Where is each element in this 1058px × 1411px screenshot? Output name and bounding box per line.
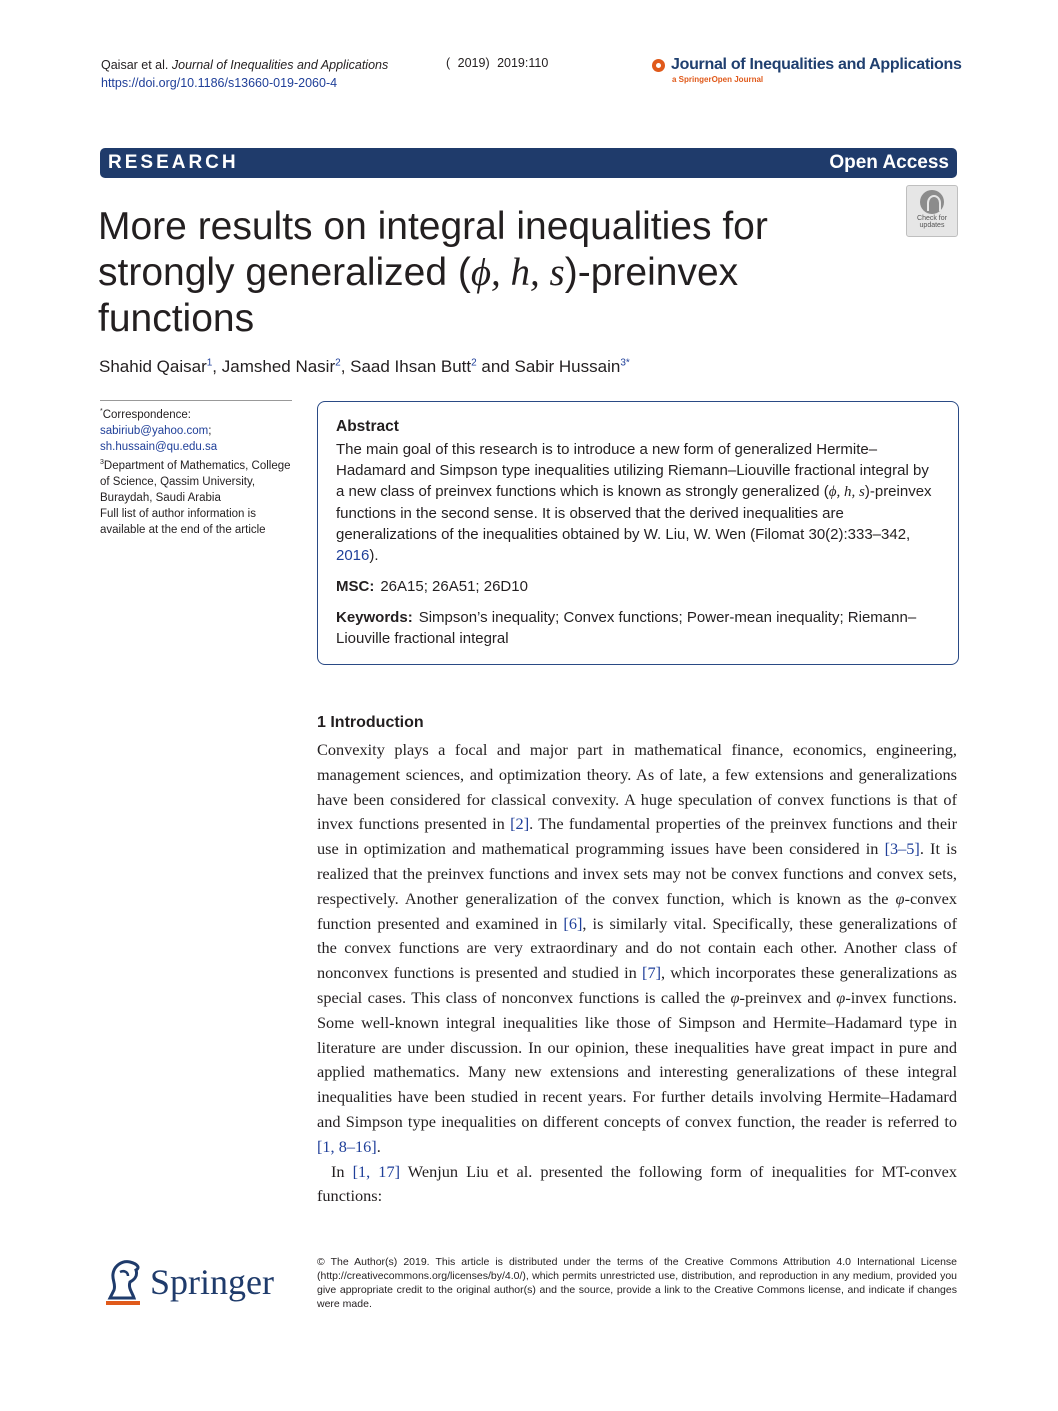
intro-paragraph-2: In [1, 17] Wenjun Liu et al. presented the following form of inequalities for MT-convex functions: <box>317 1161 957 1206</box>
check-updates-line1: Check for <box>917 215 947 222</box>
msc-codes: MSC: 26A15; 26A51; 26D10 <box>336 578 528 595</box>
email-link-2[interactable]: sh.hussain@qu.edu.sa <box>100 440 218 453</box>
springer-wordmark: Springer <box>150 1262 274 1302</box>
journal-logo-icon <box>652 59 665 72</box>
ref-link-3-5[interactable]: [3–5] <box>884 839 920 859</box>
paper-title: More results on integral inequalities for strongly generalized (ϕ, h, s)-preinvex functions <box>98 205 768 340</box>
year-ref-link[interactable]: 2016 <box>336 547 370 564</box>
article-type-label: RESEARCH <box>108 152 239 173</box>
open-access-label: Open Access <box>829 152 949 173</box>
check-for-updates-button[interactable] <box>906 185 958 237</box>
author-list: Shahid Qaisar$^1$, Jamshed Nasir$^2$, Saad Ihsan Butt$^2$ and Sabir Hussain$^{3*}$ <box>99 357 630 376</box>
journal-brand[interactable] <box>652 56 962 84</box>
correspondence-sidebar: *Correspondence: sabiriub@yahoo.com; sh.hussain@qu.edu.sa $^3$Department of Mathematics, College of Science, Qassim University, Buraydah, Saudi Arabia Full list of author information is available at the end of the article <box>100 400 292 538</box>
keywords: Keywords: Simpson’s inequality; Convex functions; Power-mean inequality; Riemann–Liouville fractional integral <box>336 609 917 647</box>
intro-paragraph-1: Convexity plays a focal and major part in mathematical finance, economics, engineering, management sciences, and optimization theory. As of late, a few extensions and generalizations have been considered for classical convexity. A huge speculation of convex functions is that of invex functions presented in [2]. The fundamental properties of the preinvex functions and their use in optimization and mathematical programming issues have been considered in [3–5]. It is realized that the preinvex functions and invex sets may not be convex functions and convex sets, respectively. Another generalization of the convex function, which is known as the φ-convex function presented and examined in [6], is similarly vital. Specifically, these generalizations of the convex functions are very extraordinary and do not contain each other. Another class of nonconvex functions is presented and studied in [7], which incorporates these generalizations as special cases. This class of nonconvex functions is called the φ-preinvex and φ-invex functions. Some well-known integral inequalities like those of Simpson and Hermite–Hadamard type in literature are under discussion. In our opinion, these inequalities have great impact in pure and applied mathematics. Many new extensions and interesting generalizations of these integral inequalities have been studied in recent years. For further details involving Hermite–Hadamard and Simpson type inequalities on different concepts of convex function, the reader is referred to [1, 8–16]. <box>317 740 958 1156</box>
ref-link-6[interactable]: [6] <box>563 913 583 933</box>
year-volume: ( 2019) 2019:110 <box>446 56 549 70</box>
springer-horse-icon <box>100 1258 144 1306</box>
ref-link-2[interactable]: [2] <box>510 814 530 834</box>
journal-subtitle: a SpringerOpen Journal <box>672 75 764 84</box>
ref-link-7[interactable]: [7] <box>642 963 662 983</box>
license-notice: © The Author(s) 2019. This article is distributed under the terms of the Creative Commons Attribution 4.0 International License (http://creativecommons.org/licenses/by/4.0/), which permits unrestricted use, distribution, and reproduction in any medium, provided you give appropriate credit to the original author(s) and the source, provide a link to the Creative Commons license, and indicate if changes were made. <box>317 1256 957 1310</box>
email-link-1[interactable]: sabiriub@yahoo.com <box>100 424 209 437</box>
article-type-banner <box>100 148 957 178</box>
journal-name: Journal of Inequalities and Applications <box>671 56 962 73</box>
author-info-note: Full list of author information is available at the end of the article <box>100 507 266 536</box>
doi-link[interactable]: https://doi.org/10.1186/s13660-019-2060-4 <box>101 76 338 90</box>
springer-logo[interactable] <box>100 1258 274 1306</box>
ref-link-1-8-16[interactable]: [1, 8–16] <box>317 1136 377 1156</box>
abstract-heading: Abstract <box>336 418 399 435</box>
abstract-box <box>317 401 959 665</box>
check-updates-icon <box>920 190 944 214</box>
introduction-body <box>317 738 957 1209</box>
ref-link-1-17[interactable]: [1, 17] <box>352 1161 401 1181</box>
citation-journal: Journal of Inequalities and Applications <box>171 58 389 72</box>
citation-header <box>101 56 388 92</box>
affiliation: Department of Mathematics, College of Science, Qassim University, Buraydah, Saudi Arabia <box>100 459 291 504</box>
citation-author: Qaisar et al. <box>101 58 169 72</box>
abstract-text: The main goal of this research is to introduce a new form of generalized Hermite–Hadamard and Simpson type inequalities utilizing Riemann–Liouville fractional integral by a new class of preinvex functions which is known as strongly generalized (ϕ, h, s)-preinvex functions in the second sense. It is observed that the derived inequalities are generalizations of the inequalities obtained by W. Liu, W. Wen (Filomat 30(2):333–342, 2016). <box>336 441 932 564</box>
check-updates-line2: updates <box>919 222 945 229</box>
section-heading-introduction: 1 Introduction <box>317 714 424 731</box>
